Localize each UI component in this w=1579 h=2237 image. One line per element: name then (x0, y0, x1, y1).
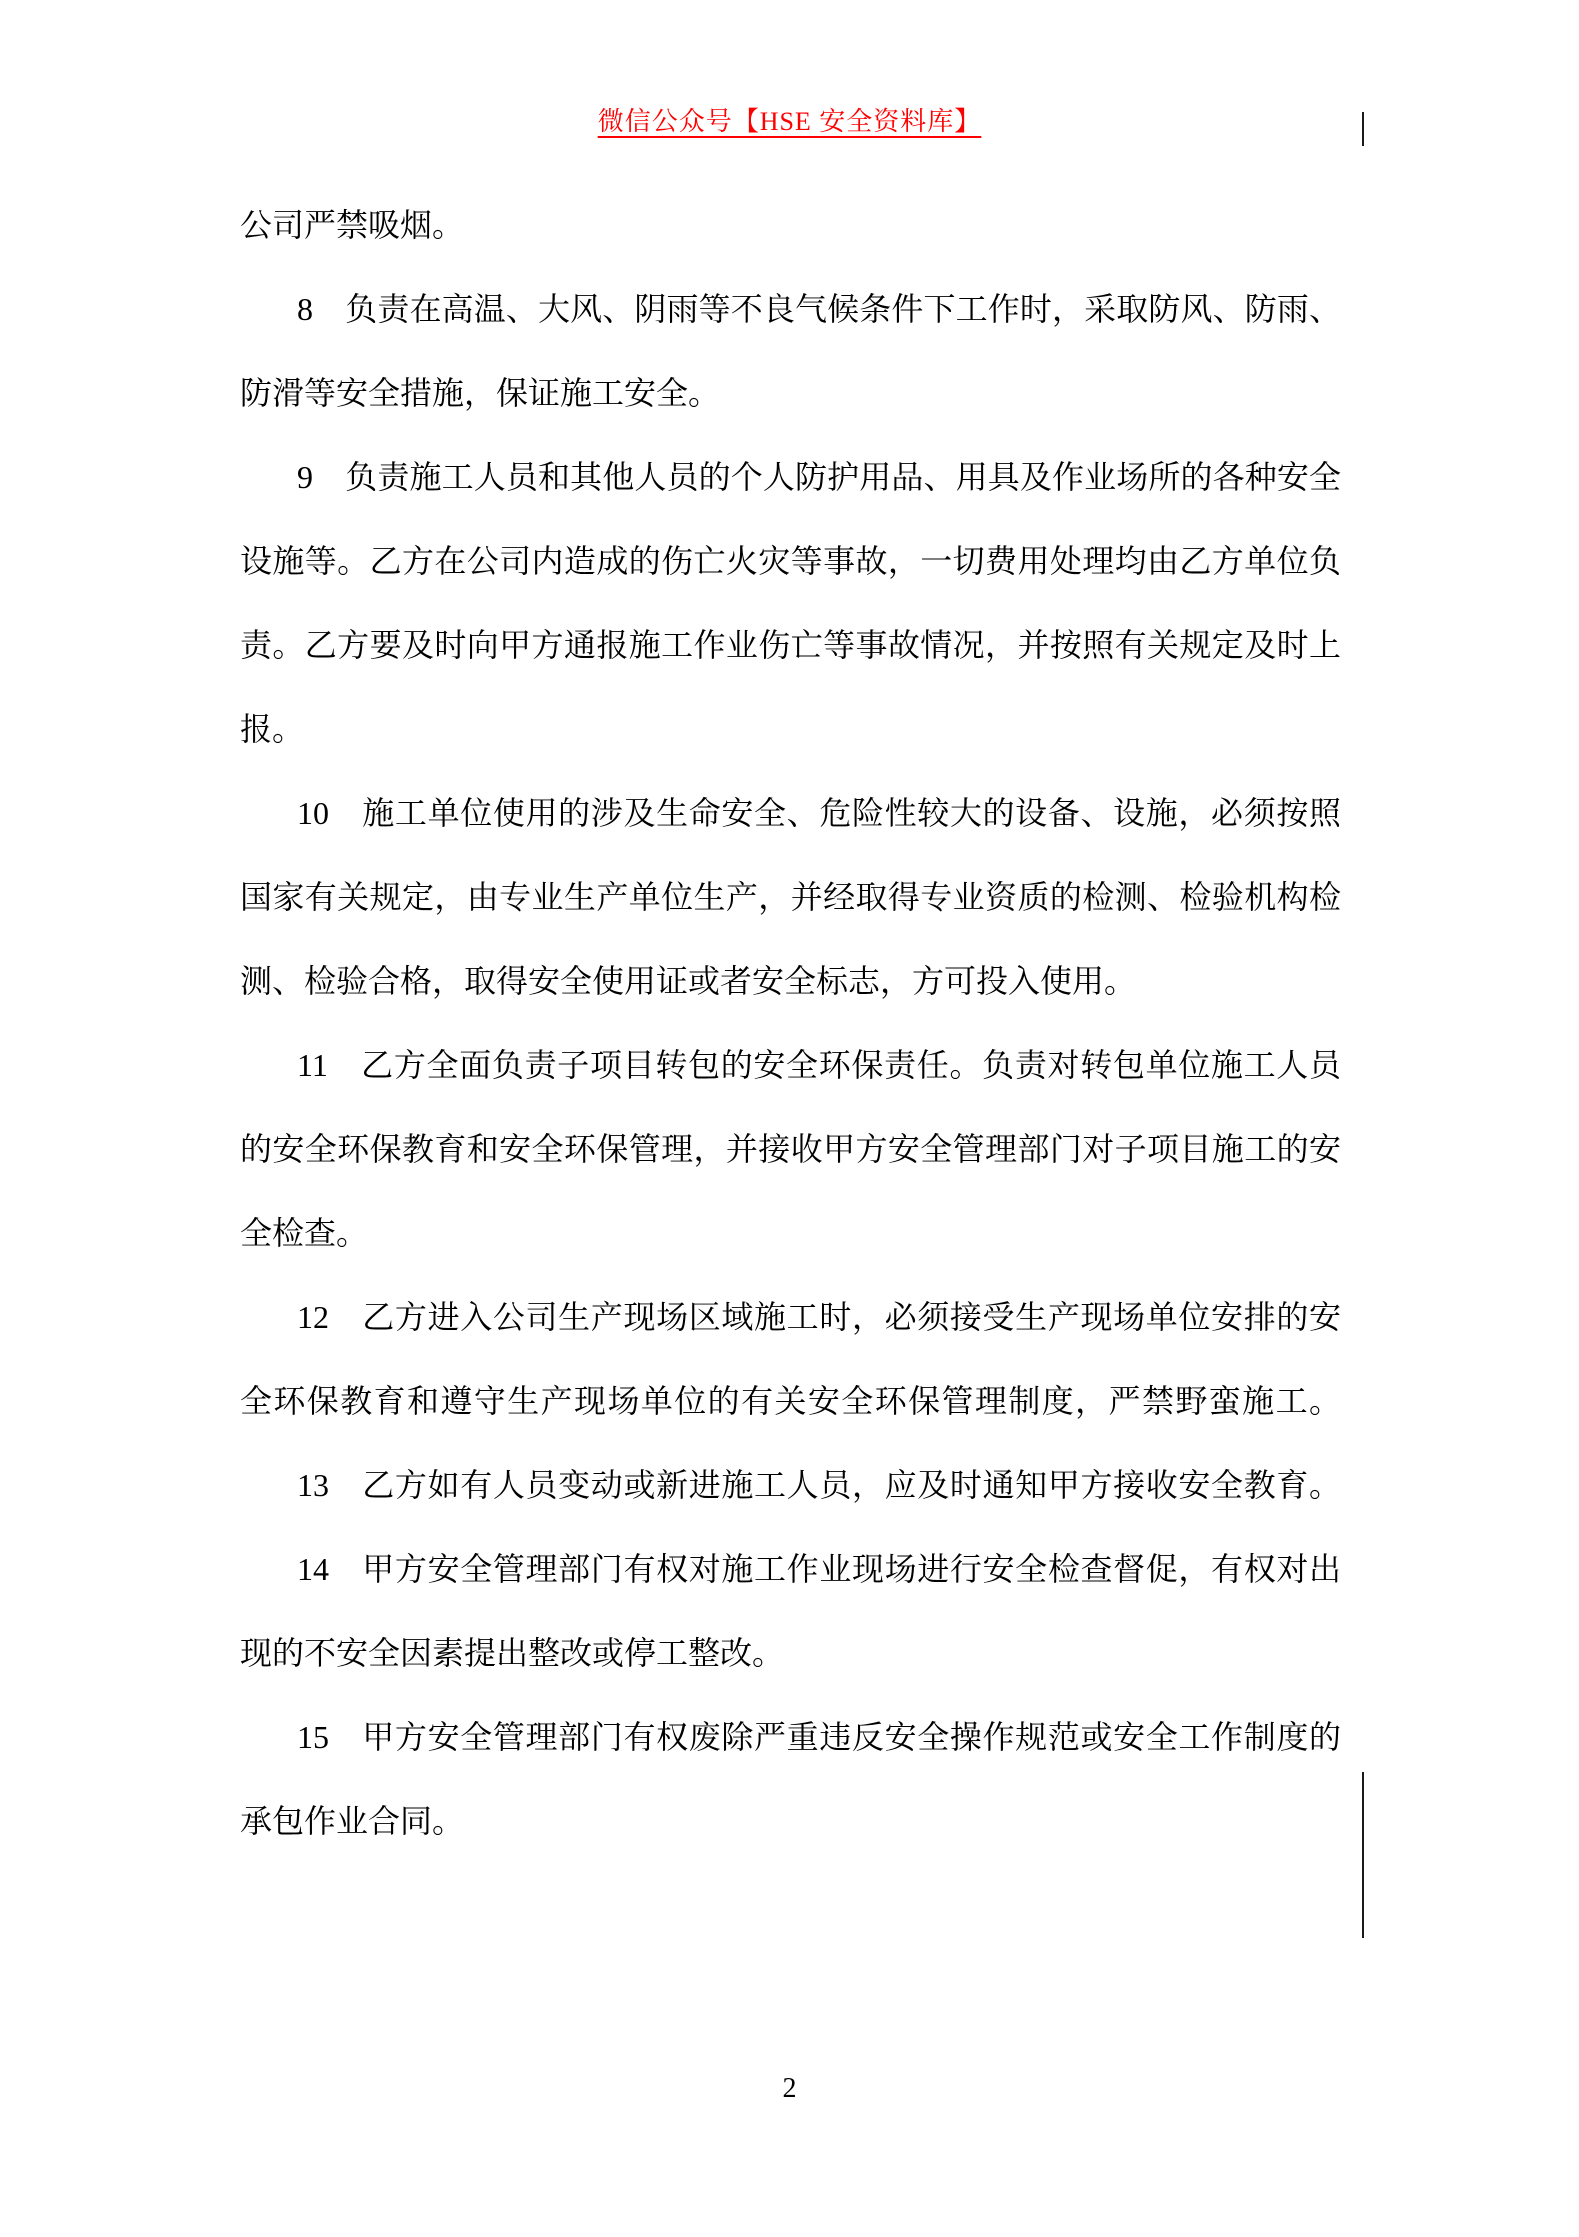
text-line: 9 负责施工人员和其他人员的个人防护用品、用具及作业场所的各种安全 (297, 459, 1341, 495)
text-line: 测、检验合格，取得安全使用证或者安全标志，方可投入使用。 (240, 963, 1137, 999)
text-line: 8 负责在高温、大风、阴雨等不良气候条件下工作时，采取防风、防雨、 (297, 291, 1341, 327)
text-line: 的安全环保教育和安全环保管理，并接收甲方安全管理部门对子项目施工的安 (240, 1131, 1341, 1167)
document-body (240, 183, 1341, 1863)
text-line: 国家有关规定，由专业生产单位生产，并经取得专业资质的检测、检验机构检 (240, 879, 1341, 915)
page-header (0, 103, 1579, 141)
text-line: 全环保教育和遵守生产现场单位的有关安全环保管理制度，严禁野蛮施工。 (240, 1383, 1341, 1419)
text-line: 公司严禁吸烟。 (240, 207, 465, 243)
text-line: 防滑等安全措施，保证施工安全。 (240, 375, 721, 411)
revision-change-bar-bottom (1362, 1772, 1364, 1938)
text-line: 现的不安全因素提出整改或停工整改。 (240, 1635, 785, 1671)
text-line: 设施等。乙方在公司内造成的伤亡火灾等事故，一切费用处理均由乙方单位负 (240, 543, 1341, 579)
text-line: 11 乙方全面负责子项目转包的安全环保责任。负责对转包单位施工人员 (297, 1047, 1341, 1083)
wechat-watermark-text: 微信公众号【HSE 安全资料库】 (597, 107, 982, 136)
text-line: 10 施工单位使用的涉及生命安全、危险性较大的设备、设施，必须按照 (297, 795, 1341, 831)
text-line: 13 乙方如有人员变动或新进施工人员，应及时通知甲方接收安全教育。 (297, 1467, 1341, 1503)
text-line: 14 甲方安全管理部门有权对施工作业现场进行安全检查督促，有权对出 (297, 1551, 1341, 1587)
revision-change-bar-top (1362, 112, 1364, 146)
text-line: 全检查。 (240, 1215, 369, 1251)
text-line: 15 甲方安全管理部门有权废除严重违反安全操作规范或安全工作制度的 (297, 1719, 1341, 1755)
text-line: 报。 (240, 711, 305, 747)
page-number: 2 (782, 2073, 797, 2104)
text-line: 12 乙方进入公司生产现场区域施工时，必须接受生产现场单位安排的安 (297, 1299, 1341, 1335)
text-line: 承包作业合同。 (240, 1803, 465, 1839)
text-line: 责。乙方要及时向甲方通报施工作业伤亡等事故情况，并按照有关规定及时上 (240, 627, 1341, 663)
